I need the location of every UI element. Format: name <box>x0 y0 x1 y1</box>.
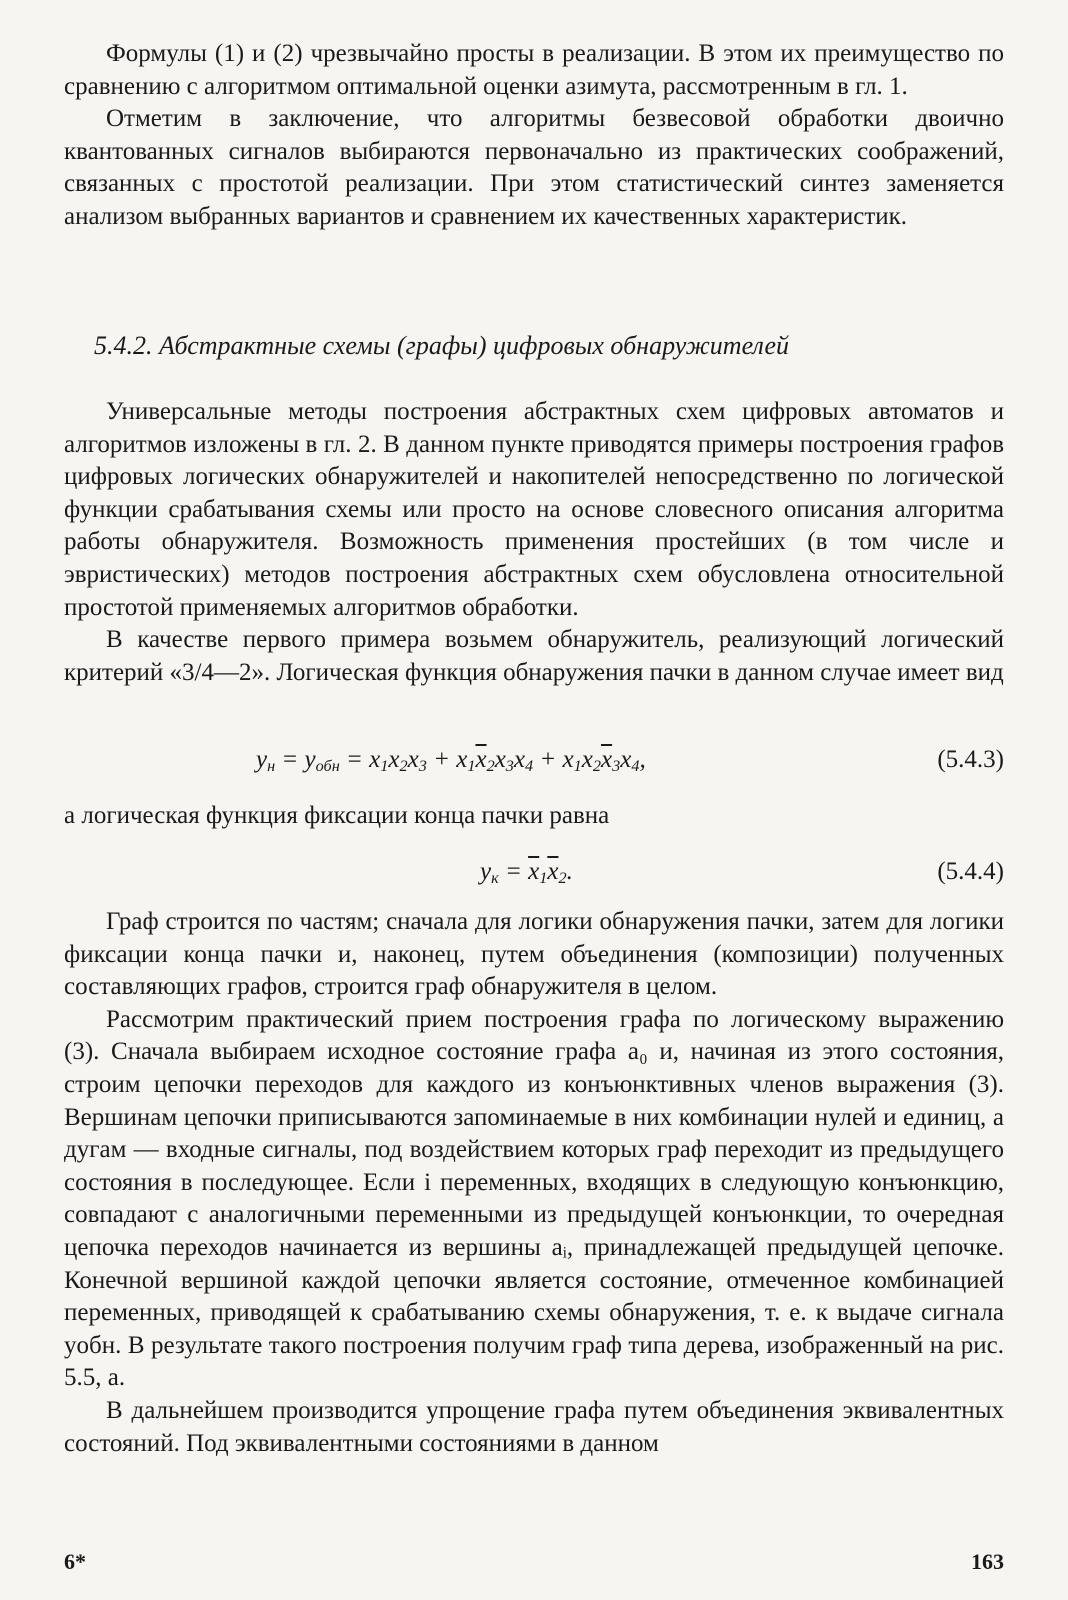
formula-5-4-3: $y_н = y_{обн} = x_1x_2x_3 + x_1\overline{x}_2x_3x_4 + x_1x_2\overline{x}_3x_4$, <box>256 746 646 776</box>
paragraph-8: В дальнейшем производится упрощение графа путем объединения эквивалентных состояний. Под эквивалентными состояниями в данном <box>64 1396 1004 1457</box>
paragraph-3: Универсальные методы построения абстрактных схем цифровых автоматов и алгоритмов изложены в гл. 2. В данном пункте приводятся примеры построения графов цифровых логических обнаружителей и накопителей непосредственно по логической функции срабатывания схемы или просто на основе словесного описания алгоритма работы обнаружителя. Возможность применения простейших (в том числе и эвристических) методов построения абстрактных схем обусловлена относительной простотой применяемых алгоритмов обработки. <box>64 398 1004 621</box>
paragraph-6: Граф строится по частям; сначала для логики обнаружения пачки, затем для логики фиксации конца пачки и, наконец, путем объединения (композиции) полученных составляющих графов, строится граф обнаружителя в целом. <box>64 908 1004 1001</box>
text-block-top <box>64 38 1004 234</box>
paragraph-1: Формулы (1) и (2) чрезвычайно просты в реализации. В этом их преимущество по сравнению с алгоритмом оптимальной оценки азимута, рассмотренным в гл. 1. <box>64 40 1004 100</box>
paragraph-7: Рассмотрим практический прием построения графа по логическому выражению (3). Сначала выбираем исходное состояние графа a₀ и, начиная из этого состояния, строим цепочки переходов для каждого из конъюнктивных членов выражения (3). Вершинам цепочки приписываются запоминаемые в них комбинации нулей и единиц, а дугам — входные сигналы, под воздействием которых граф переходит из предыдущего состояния в последующее. Если i переменных, входящих в следующую конъюнкцию, совпадают с аналогичными переменными из предыдущей конъюнкции, то очередная цепочка переходов начинается из вершины aᵢ, принадлежащей предыдущей цепочке. Конечной вершиной каждой цепочки является состояние, отмеченное комбинацией переменных, приводящей к срабатыванию схемы обнаружения, т. е. к выдаче сигнала yобн. В результате такого построения получим граф типа дерева, изображенный на рис. 5.5, а. <box>64 1005 1004 1392</box>
equation-number-2: (5.4.4) <box>937 858 1004 885</box>
section-heading: 5.4.2. Абстрактные схемы (графы) цифровых обнаружителей <box>94 331 789 360</box>
paragraph-4: В качестве первого примера возьмем обнаружитель, реализующий логический критерий «3/4—2». Логическая функция обнаружения пачки в данном случае имеет вид <box>64 626 1004 686</box>
page-number: 163 <box>971 1549 1004 1574</box>
text-block-bottom <box>64 906 1004 1460</box>
footer-signature: 6* <box>64 1549 86 1574</box>
text-block-middle <box>64 396 1004 689</box>
equation-number-1: (5.4.3) <box>937 746 1004 773</box>
text-block-eq-intro <box>64 800 1004 833</box>
paragraph-5: а логическая функция фиксации конца пачки равна <box>64 802 610 829</box>
formula-5-4-4: $y_к = \overline{x}_1\overline{x}_2$. <box>480 858 573 888</box>
paragraph-2: Отметим в заключение, что алгоритмы безвесовой обработки двоично квантованных сигналов выбираются первоначально из практических соображений, связанных с простотой реализации. При этом статистический синтез заменяется анализом выбранных вариантов и сравнением их качественных характеристик. <box>64 105 1004 230</box>
